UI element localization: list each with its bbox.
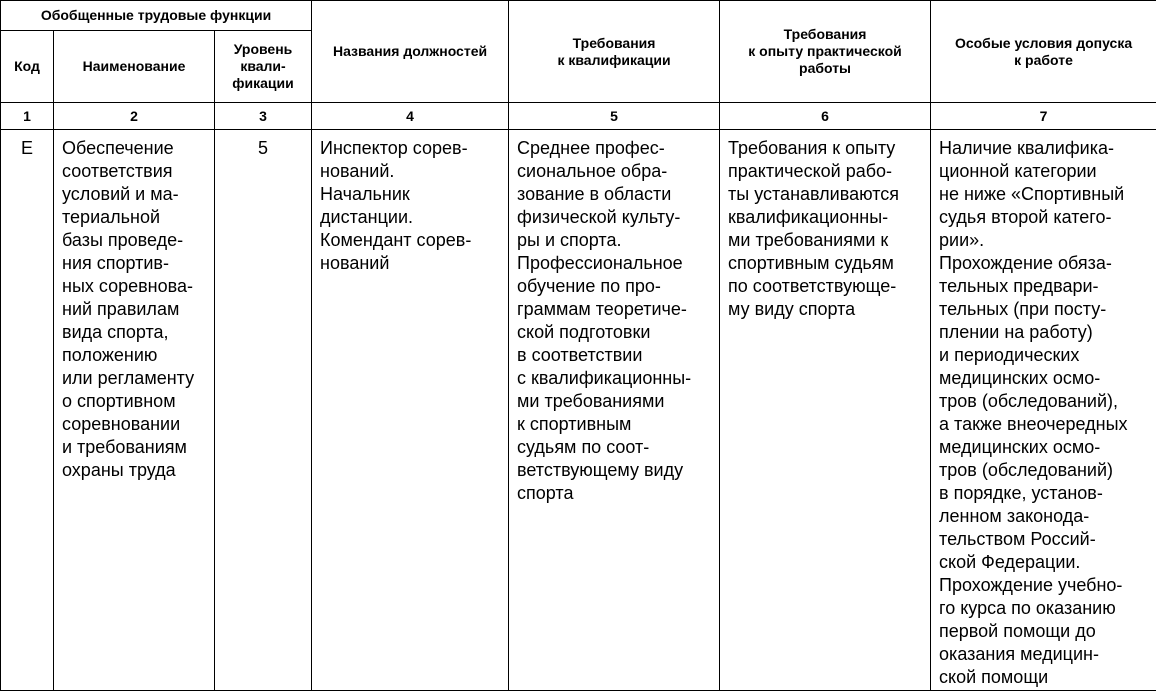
text-line: первой помощи до — [939, 621, 1096, 641]
header-experience-requirements — [720, 1, 931, 103]
text-line: спортивным судьям — [728, 253, 894, 273]
text-line: Среднее профес- — [517, 138, 665, 158]
text-line: соревновании — [62, 414, 181, 434]
header-line: Требования — [783, 26, 867, 42]
text-line: ветствующему виду — [517, 460, 684, 480]
text-line: не ниже «Спортивный — [939, 184, 1125, 204]
text-line: к спортивным — [517, 414, 632, 434]
text-line: в порядке, установ- — [939, 483, 1103, 503]
text-line: Профессиональное — [517, 253, 683, 273]
text-line: с квалификационны- — [517, 368, 692, 388]
header-positions: Названия должностей — [312, 1, 509, 103]
text-line: положению — [62, 345, 158, 365]
text-line: ми требованиями к — [728, 230, 889, 250]
text-line: зование в области — [517, 184, 672, 204]
cell-special-conditions — [931, 130, 1156, 691]
text-line: го курса по оказанию — [939, 598, 1116, 618]
text-line: Обеспечение — [62, 138, 174, 158]
text-line: Прохождение учебно- — [939, 575, 1123, 595]
column-number: 3 — [215, 103, 312, 130]
header-generalized-functions: Обобщенные трудовые функции — [1, 1, 312, 31]
header-line: Уровень — [233, 41, 293, 57]
text-line: судья второй катего- — [939, 207, 1112, 227]
cell-qualification — [509, 130, 720, 691]
text-line: практической рабо- — [728, 161, 893, 181]
text-line: Наличие квалифика- — [939, 138, 1114, 158]
cell-level: 5 — [215, 130, 312, 691]
text-line: ской Федерации. — [939, 552, 1081, 572]
text-line: тельных (при посту- — [939, 299, 1107, 319]
cell-name — [54, 130, 215, 691]
text-line: дистанции. — [320, 207, 414, 227]
text-line: тров (обследований) — [939, 460, 1114, 480]
text-line: ния спортив- — [62, 253, 169, 273]
cell-experience — [720, 130, 931, 691]
text-line: и периодических — [939, 345, 1080, 365]
text-line: Требования к опыту — [728, 138, 896, 158]
text-line: оказания медицин- — [939, 644, 1099, 664]
column-number: 1 — [1, 103, 54, 130]
text-line: спорта — [517, 483, 574, 503]
column-number: 6 — [720, 103, 931, 130]
text-line: сиональное обра- — [517, 161, 668, 181]
header-level — [215, 31, 312, 103]
text-line: охраны труда — [62, 460, 176, 480]
header-line: работы — [799, 60, 852, 76]
text-line: тельных предвари- — [939, 276, 1099, 296]
column-number: 7 — [931, 103, 1156, 130]
cell-code: Е — [1, 130, 54, 691]
text-line: ционной категории — [939, 161, 1097, 181]
header-line: к опыту практической — [748, 43, 902, 59]
text-line: медицинских осмо- — [939, 437, 1101, 457]
text-line: медицинских осмо- — [939, 368, 1101, 388]
text-line: Комендант сорев- — [320, 230, 472, 250]
text-line: му виду спорта — [728, 299, 856, 319]
header-code: Код — [1, 31, 54, 103]
text-line: обучение по про- — [517, 276, 661, 296]
text-line: тров (обследований), — [939, 391, 1119, 411]
text-line: териальной — [62, 207, 161, 227]
header-special-conditions — [931, 1, 1156, 103]
text-line: и требованиям — [62, 437, 187, 457]
column-number: 2 — [54, 103, 215, 130]
text-line: Прохождение обяза- — [939, 253, 1112, 273]
text-line: граммам теоретиче- — [517, 299, 687, 319]
column-number: 5 — [509, 103, 720, 130]
text-line: или регламенту — [62, 368, 195, 388]
text-line: соответствия — [62, 161, 173, 181]
header-line: к работе — [1014, 51, 1073, 68]
text-line: в соответствии — [517, 345, 643, 365]
column-number: 4 — [312, 103, 509, 130]
text-line: тельством Россий- — [939, 529, 1096, 549]
header-line: квали- — [240, 58, 286, 74]
text-line: ний правилам — [62, 299, 180, 319]
text-line: рии». — [939, 230, 985, 250]
text-line: условий и ма- — [62, 184, 179, 204]
text-line: нований. — [320, 161, 395, 181]
header-line: к квалификации — [557, 51, 671, 68]
text-line: нований — [320, 253, 390, 273]
text-line: о спортивном — [62, 391, 176, 411]
text-line: физической культу- — [517, 207, 681, 227]
text-line: а также внеочередных — [939, 414, 1128, 434]
text-line: ных соревнова- — [62, 276, 193, 296]
text-line: ми требованиями — [517, 391, 665, 411]
text-line: Начальник — [320, 184, 410, 204]
header-line: Особые условия допуска — [954, 34, 1133, 51]
text-line: ры и спорта. — [517, 230, 622, 250]
text-line: Инспектор сорев- — [320, 138, 468, 158]
text-line: ской подготовки — [517, 322, 651, 342]
header-name: Наименование — [54, 31, 215, 103]
header-line: фикации — [232, 75, 294, 91]
header-line: Требования — [572, 34, 656, 51]
text-line: вида спорта, — [62, 322, 169, 342]
text-line: квалификационны- — [728, 207, 889, 227]
text-line: судьям по соот- — [517, 437, 650, 457]
text-line: плении на работу) — [939, 322, 1093, 342]
text-line: базы проведе- — [62, 230, 184, 250]
text-line: ты устанавливаются — [728, 184, 899, 204]
text-line: ской помощи — [939, 667, 1049, 687]
cell-positions — [312, 130, 509, 691]
text-line: по соответствующе- — [728, 276, 897, 296]
header-qualification-requirements — [509, 1, 720, 103]
text-line: ленном законода- — [939, 506, 1090, 526]
